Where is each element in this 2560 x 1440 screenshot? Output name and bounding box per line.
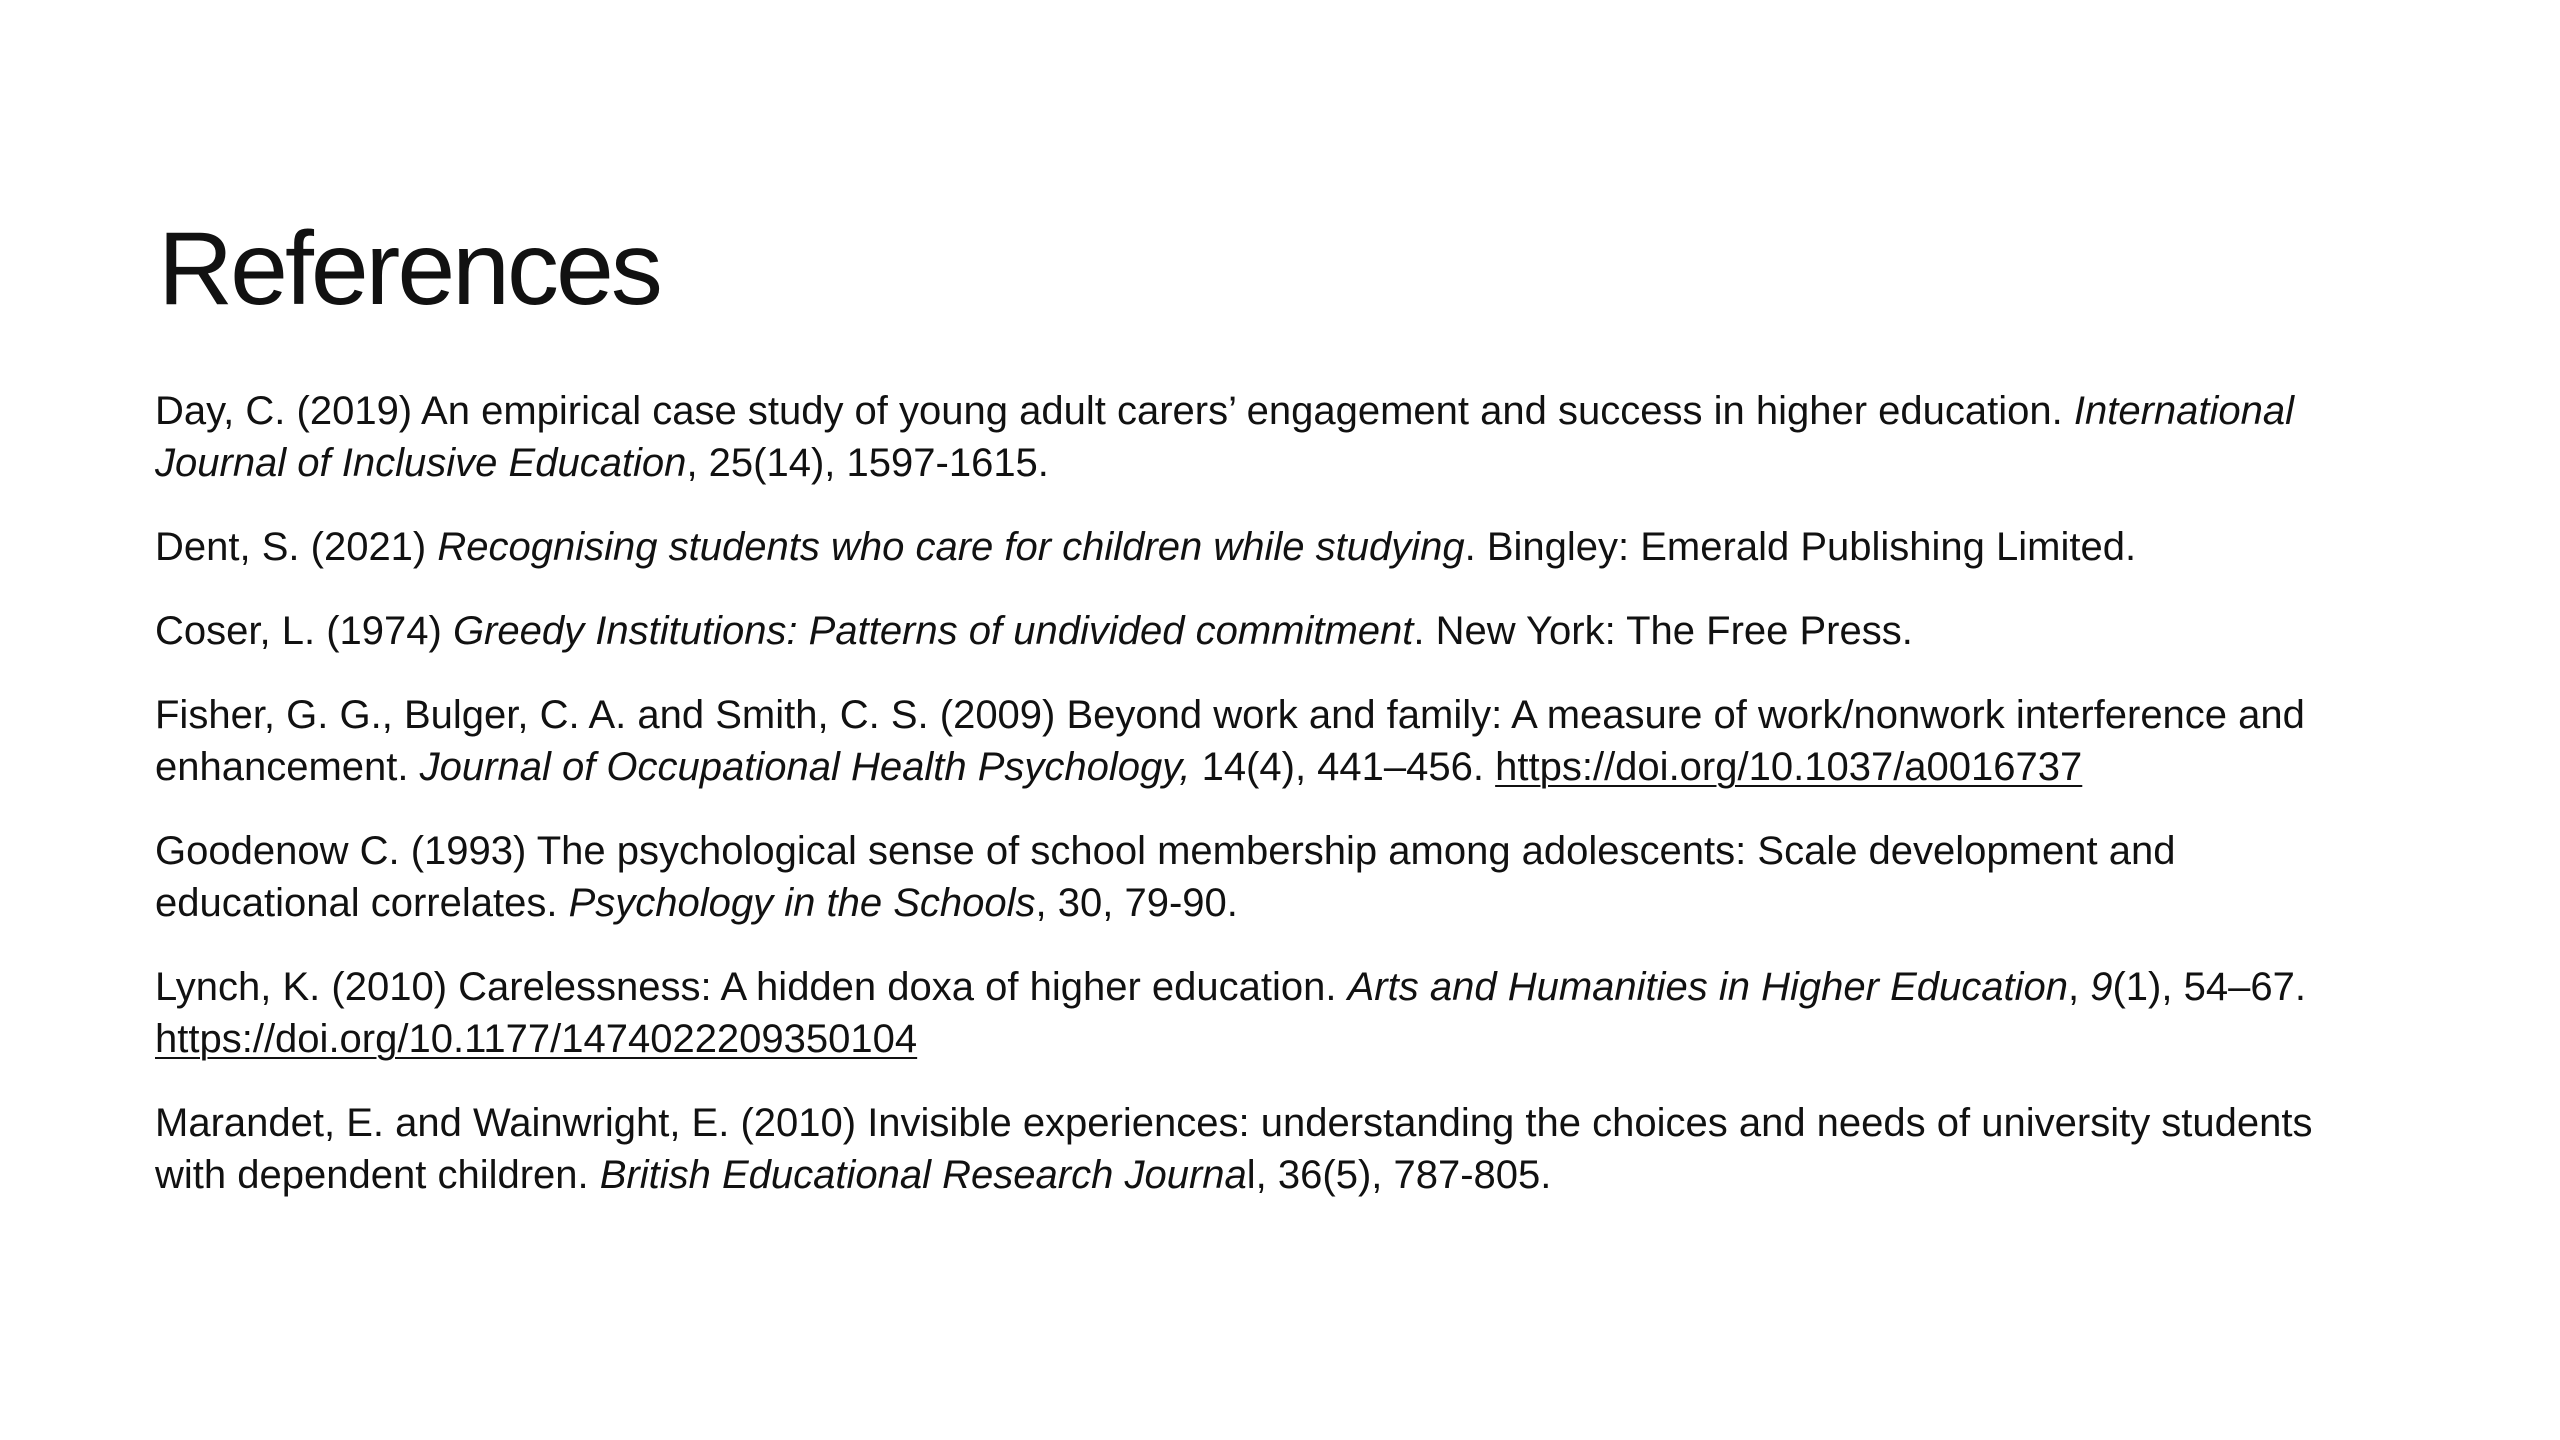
reference-journal: Arts and Humanities in Higher Education bbox=[1347, 965, 2068, 1009]
reference-details: (1), 54–67. bbox=[2112, 965, 2306, 1009]
reference-details: l, 36(5), 787-805. bbox=[1246, 1153, 1552, 1197]
reference-item-marandet bbox=[155, 1097, 2315, 1201]
reference-details: . New York: The Free Press. bbox=[1413, 609, 1913, 653]
reference-details: , 25(14), 1597-1615. bbox=[686, 441, 1049, 485]
reference-item-lynch bbox=[155, 961, 2485, 1065]
reference-item-coser bbox=[155, 605, 2485, 657]
reference-text: Goodenow C. (1993) The psychological sense of school membership among adolescents: Scale development and educational correlates. bbox=[155, 829, 2176, 925]
reference-item-fisher bbox=[155, 689, 2485, 793]
reference-journal: International Journal of Inclusive Education bbox=[155, 389, 2295, 485]
reference-item-day bbox=[155, 385, 2315, 489]
reference-journal: British Educational Research Journa bbox=[599, 1153, 1247, 1197]
reference-volume: 9 bbox=[2090, 965, 2113, 1009]
page-title: References bbox=[158, 211, 660, 327]
reference-text: Dent, S. (2021) bbox=[155, 525, 438, 569]
reference-separator: , bbox=[2068, 965, 2091, 1009]
reference-item-goodenow bbox=[155, 825, 2265, 929]
reference-book-title: Greedy Institutions: Patterns of undivided commitment bbox=[452, 609, 1414, 653]
reference-list bbox=[155, 385, 2485, 1233]
reference-details: 14(4), 441–456. bbox=[1190, 745, 1496, 789]
reference-text: Fisher, G. G., Bulger, C. A. and Smith, C. S. (2009) Beyond work and family: A measure of work/nonwork interference and enhancement. bbox=[155, 693, 2305, 789]
reference-details: . Bingley: Emerald Publishing Limited. bbox=[1464, 525, 2137, 569]
reference-text: Day, C. (2019) An empirical case study of young adult carers’ engagement and success in higher education. bbox=[155, 389, 2074, 433]
reference-text: Lynch, K. (2010) Carelessness: A hidden doxa of higher education. bbox=[155, 965, 1348, 1009]
reference-book-title: Recognising students who care for children while studying bbox=[437, 525, 1465, 569]
reference-text: Marandet, E. and Wainwright, E. (2010) Invisible experiences: understanding the choices and needs of university students with dependent children. bbox=[155, 1101, 2313, 1197]
reference-details: , 30, 79-90. bbox=[1035, 881, 1238, 925]
reference-item-dent bbox=[155, 521, 2485, 573]
reference-journal: Psychology in the Schools bbox=[568, 881, 1036, 925]
reference-text: Coser, L. (1974) bbox=[155, 609, 453, 653]
doi-link[interactable]: https://doi.org/10.1037/a0016737 bbox=[1495, 745, 2083, 789]
doi-link[interactable]: https://doi.org/10.1177/1474022209350104 bbox=[155, 1017, 918, 1061]
reference-journal: Journal of Occupational Health Psychology, bbox=[419, 745, 1191, 789]
